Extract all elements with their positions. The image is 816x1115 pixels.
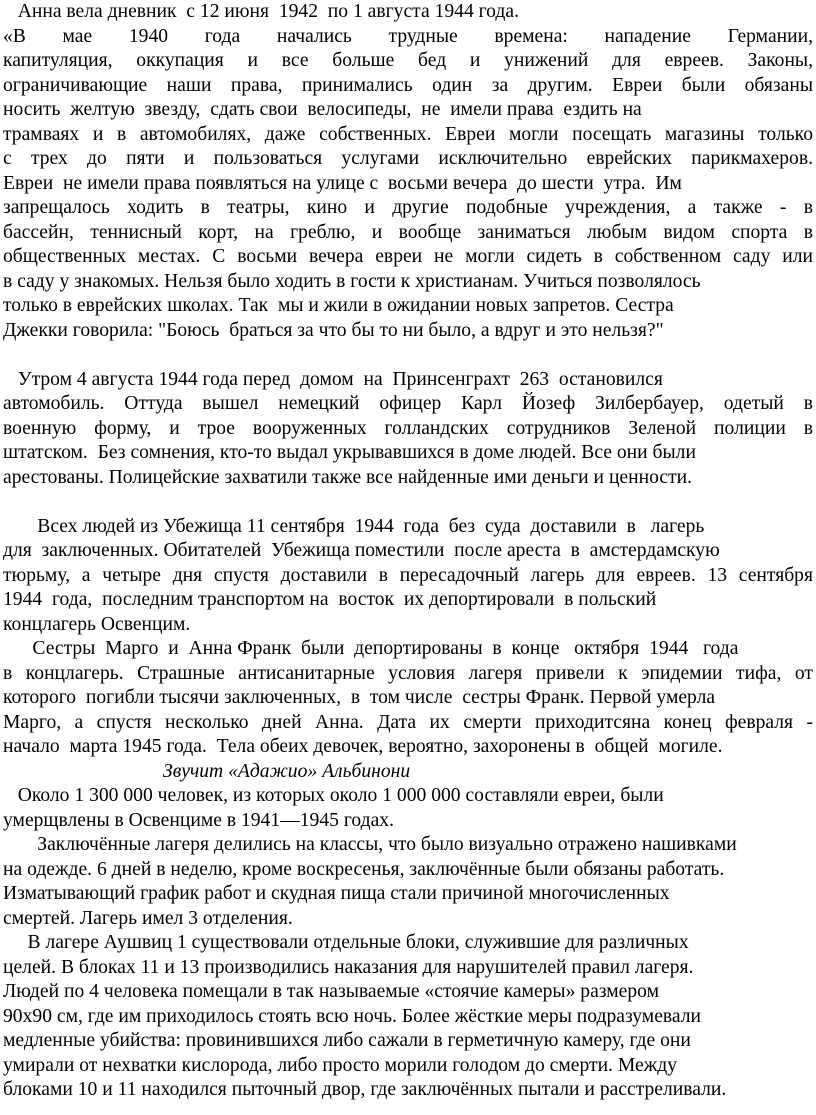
text-line: носить желтую звезду, сдать свои велосипеды, не имели права ездить на xyxy=(3,99,642,120)
text-line: Сестры Марго и Анна Франк были депортированы в конце октября 1944 года xyxy=(3,638,739,659)
text-line: Анна вела дневник с 12 июня 1942 по 1 августа 1944 года. xyxy=(3,1,519,22)
paragraph-spacer xyxy=(3,343,813,368)
text-line: в саду у знакомых. Нельзя было ходить в гости к христианам. Учиться позволялось xyxy=(3,270,701,292)
text-line: которого погибли тысячи заключенных, в том числе сестры Франк. Первой умерла xyxy=(3,687,716,708)
paragraph-diary-dates xyxy=(3,0,813,25)
text-line: блоками 10 и 11 находился пыточный двор, где заключённых пытали и расстреливали. xyxy=(3,1079,727,1100)
text-line: медленные убийства: провинившихся либо сажали в герметичную камеру, где они xyxy=(3,1030,691,1051)
text-line: автомобиль. Оттуда вышел немецкий офицер Карл Йозеф Зилбербауер, одетый в xyxy=(3,393,813,414)
text-line: с трех до пяти и пользоваться услугами исключительно еврейских парикмахеров. xyxy=(3,148,813,169)
music-cue xyxy=(3,760,813,785)
text-line: Всех людей из Убежища 11 сентября 1944 года без суда доставили в лагерь xyxy=(3,515,705,537)
text-line: в концлагерь. Страшные антисанитарные условия лагеря привели к эпидемии тифа, от xyxy=(3,662,813,684)
paragraph-spacer xyxy=(3,490,813,515)
text-line: Заключённые лагеря делились на классы, что было визуально отражено нашивками xyxy=(3,834,737,855)
text-line: тюрьму, а четыре дня спустя доставили в пересадочный лагерь для евреев. 13 сентября xyxy=(3,564,813,586)
text-line: Людей по 4 человека помещали в так называемые «стоячие камеры» размером xyxy=(3,981,659,1002)
paragraph-deportation xyxy=(3,515,813,638)
text-line: Изматывающий график работ и скудная пища стали причиной многочисленных xyxy=(3,883,670,904)
text-line: целей. В блоках 11 и 13 производились наказания для нарушителей правил лагеря. xyxy=(3,956,694,978)
text-line: военную форму, и трое вооруженных голландских сотрудников Зеленой полиции в xyxy=(3,417,813,439)
paragraph-arrest xyxy=(3,368,813,491)
text-line: Утром 4 августа 1944 года перед домом на Принсенграхт 263 остановился xyxy=(3,368,663,390)
text-line: на одежде. 6 дней в неделю, кроме воскресенья, заключённые были обязаны работать. xyxy=(3,858,725,880)
text-line: начало марта 1945 года. Тела обеих девочек, вероятно, захоронены в общей могиле. xyxy=(3,736,723,757)
paragraph-prisoner-classes xyxy=(3,833,813,931)
text-line: ограничивающие наши права, принимались один за другим. Евреи были обязаны xyxy=(3,74,813,96)
text-line: смертей. Лагерь имел 3 отделения. xyxy=(3,907,293,929)
text-line: общественных местах. С восьми вечера евреи не могли сидеть в собственном саду или xyxy=(3,246,813,267)
paragraph-auschwitz-victims xyxy=(3,784,813,833)
text-line: для заключенных. Обитателей Убежища поместили после ареста в амстердамскую xyxy=(3,540,720,561)
document-body xyxy=(3,0,813,1103)
text-line: концлагерь Освенцим. xyxy=(3,613,191,635)
text-line: Звучит «Адажио» Альбинони xyxy=(163,760,411,782)
text-line: только в еврейских школах. Так мы и жили в ожидании новых запретов. Сестра xyxy=(3,295,674,316)
text-line: умерщвлены в Освенциме в 1941—1945 годах. xyxy=(3,809,394,831)
text-line: Марго, а спустя несколько дней Анна. Дата их смерти приходитсяна конец февраля - xyxy=(3,711,813,733)
text-line: В лагере Аушвиц 1 существовали отдельные блоки, служившие для различных xyxy=(3,932,689,953)
text-line: Около 1 300 000 человек, из которых около 1 000 000 составляли евреи, были xyxy=(3,785,664,806)
text-line: «В мае 1940 года начались трудные времена: нападение Германии, xyxy=(3,25,813,47)
paragraph-sisters xyxy=(3,637,813,760)
text-line: запрещалось ходить в театры, кино и другие подобные учреждения, а также - в xyxy=(3,197,813,218)
paragraph-restrictions xyxy=(3,25,813,344)
paragraph-camp-blocks xyxy=(3,931,813,1103)
text-line: Джекки говорила: "Боюсь браться за что бы то ни было, а вдруг и это нельзя?" xyxy=(3,319,664,341)
text-line: бассейн, теннисный корт, на греблю, и вообще заниматься любым видом спорта в xyxy=(3,221,813,243)
text-line: 90х90 см, где им приходилось стоять всю ночь. Более жёсткие меры подразумевали xyxy=(3,1005,702,1027)
text-line: штатском. Без сомнения, кто-то выдал укрывавшихся в доме людей. Все они были xyxy=(3,442,696,463)
text-line: трамваях и в автомобилях, даже собственных. Евреи могли посещать магазины только xyxy=(3,123,813,145)
text-line: умирали от нехватки кислорода, либо просто морили голодом до смерти. Между xyxy=(3,1054,678,1076)
text-line: 1944 года, последним транспортом на восток их депортировали в польский xyxy=(3,589,657,610)
text-line: капитуляция, оккупация и все больше бед и унижений для евреев. Законы, xyxy=(3,50,813,71)
text-line: арестованы. Полицейские захватили также все найденные ими деньги и ценности. xyxy=(3,466,693,488)
text-line: Евреи не имели права появляться на улице с восьми вечера до шести утра. Им xyxy=(3,172,682,194)
